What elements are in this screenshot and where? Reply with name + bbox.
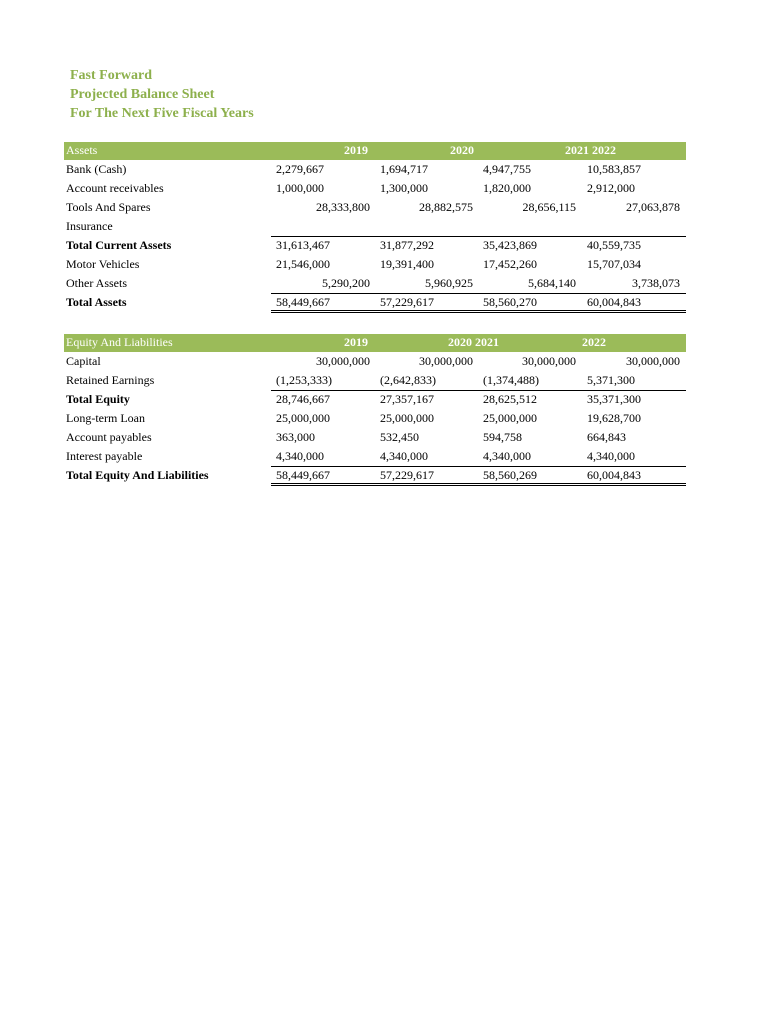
value-2022: 664,843 xyxy=(587,430,626,444)
value-2020: 1,694,717 xyxy=(380,162,428,176)
value-2021: 5,684,140 xyxy=(528,276,576,290)
value-2019: 58,449,667 xyxy=(276,468,330,482)
row-label: Total Equity xyxy=(66,392,130,406)
value-2022: 27,063,878 xyxy=(626,200,680,214)
value-2020: 57,229,617 xyxy=(380,468,434,482)
value-2021: 28,656,115 xyxy=(522,200,576,214)
value-2020: 19,391,400 xyxy=(380,257,434,271)
value-2019: 25,000,000 xyxy=(276,411,330,425)
row-label: Total Current Assets xyxy=(66,238,172,252)
row-label: Capital xyxy=(66,354,101,368)
value-2022: 60,004,843 xyxy=(587,295,641,309)
value-2021: 28,625,512 xyxy=(483,392,537,406)
value-2019: (1,253,333) xyxy=(276,373,332,387)
value-2020: 57,229,617 xyxy=(380,295,434,309)
value-2022: 2,912,000 xyxy=(587,181,635,195)
table-row xyxy=(64,352,686,371)
value-2022: 5,371,300 xyxy=(587,373,635,387)
row-label: Account receivables xyxy=(66,181,164,195)
row-label: Interest payable xyxy=(66,449,143,463)
value-2022: 3,738,073 xyxy=(632,276,680,290)
value-2022: 60,004,843 xyxy=(587,468,641,482)
total-equity-liabilities-row xyxy=(64,466,686,485)
row-label: Insurance xyxy=(66,219,113,233)
value-2019: 4,340,000 xyxy=(276,449,324,463)
table-row xyxy=(64,447,686,466)
value-2021: 4,947,755 xyxy=(483,162,531,176)
value-2021: (1,374,488) xyxy=(483,373,539,387)
table-row xyxy=(64,217,686,236)
value-2022: 35,371,300 xyxy=(587,392,641,406)
value-2020: 532,450 xyxy=(380,430,419,444)
value-2021: 58,560,269 xyxy=(483,468,537,482)
value-2020: 25,000,000 xyxy=(380,411,434,425)
report-title: Projected Balance Sheet xyxy=(70,87,215,102)
total-equity-row xyxy=(64,390,686,409)
table-row xyxy=(64,371,686,390)
value-2020: 27,357,167 xyxy=(380,392,434,406)
row-label: Total Equity And Liabilities xyxy=(66,468,209,482)
value-2021: 30,000,000 xyxy=(522,354,576,368)
table-row xyxy=(64,274,686,293)
value-2022: 4,340,000 xyxy=(587,449,635,463)
value-2020: 30,000,000 xyxy=(419,354,473,368)
value-2021: 58,560,270 xyxy=(483,295,537,309)
year-2019-header: 2019 xyxy=(344,143,368,157)
equity-header-row xyxy=(64,334,686,352)
row-label: Motor Vehicles xyxy=(66,257,140,271)
value-2019: 28,746,667 xyxy=(276,392,330,406)
table-row xyxy=(64,160,686,179)
value-2021: 1,820,000 xyxy=(483,181,531,195)
row-label: Long-term Loan xyxy=(66,411,145,425)
year-2020-2021-header: 2020 2021 xyxy=(448,335,499,349)
value-2019: 1,000,000 xyxy=(276,181,324,195)
report-period: For The Next Five Fiscal Years xyxy=(70,106,254,121)
value-2020: 1,300,000 xyxy=(380,181,428,195)
value-2021: 35,423,869 xyxy=(483,238,537,252)
value-2022: 19,628,700 xyxy=(587,411,641,425)
value-2020: 5,960,925 xyxy=(425,276,473,290)
table-row xyxy=(64,428,686,447)
value-2022: 30,000,000 xyxy=(626,354,680,368)
total-assets-row xyxy=(64,293,686,312)
company-name: Fast Forward xyxy=(70,68,153,83)
value-2021: 25,000,000 xyxy=(483,411,537,425)
value-2022: 40,559,735 xyxy=(587,238,641,252)
row-label: Bank (Cash) xyxy=(66,162,127,176)
year-2021-2022-header: 2021 2022 xyxy=(565,143,616,157)
value-2021: 17,452,260 xyxy=(483,257,537,271)
value-2019: 28,333,800 xyxy=(316,200,370,214)
value-2019: 5,290,200 xyxy=(322,276,370,290)
equity-liabilities-table xyxy=(64,334,686,485)
year-2020-header: 2020 xyxy=(450,143,474,157)
table-row xyxy=(64,409,686,428)
row-label: Account payables xyxy=(66,430,152,444)
year-2019-header: 2019 xyxy=(344,335,368,349)
row-label: Total Assets xyxy=(66,295,127,309)
value-2020: 28,882,575 xyxy=(419,200,473,214)
value-2019: 31,613,467 xyxy=(276,238,330,252)
value-2019: 21,546,000 xyxy=(276,257,330,271)
total-current-assets-row xyxy=(64,236,686,255)
value-2020: 4,340,000 xyxy=(380,449,428,463)
value-2021: 594,758 xyxy=(483,430,522,444)
value-2020: (2,642,833) xyxy=(380,373,436,387)
table-row xyxy=(64,255,686,274)
row-label: Other Assets xyxy=(66,276,127,290)
document-title xyxy=(70,66,254,123)
assets-header-label: Assets xyxy=(66,143,98,157)
value-2022: 10,583,857 xyxy=(587,162,641,176)
value-2019: 58,449,667 xyxy=(276,295,330,309)
value-2021: 4,340,000 xyxy=(483,449,531,463)
value-2020: 31,877,292 xyxy=(380,238,434,252)
row-label: Tools And Spares xyxy=(66,200,151,214)
value-2022: 15,707,034 xyxy=(587,257,641,271)
equity-header-label: Equity And Liabilities xyxy=(66,335,173,349)
value-2019: 363,000 xyxy=(276,430,315,444)
value-2019: 2,279,667 xyxy=(276,162,324,176)
table-row xyxy=(64,179,686,198)
row-label: Retained Earnings xyxy=(66,373,155,387)
assets-table xyxy=(64,142,686,312)
value-2019: 30,000,000 xyxy=(316,354,370,368)
assets-header-row xyxy=(64,142,686,160)
table-row xyxy=(64,198,686,217)
year-2022-header: 2022 xyxy=(582,335,606,349)
